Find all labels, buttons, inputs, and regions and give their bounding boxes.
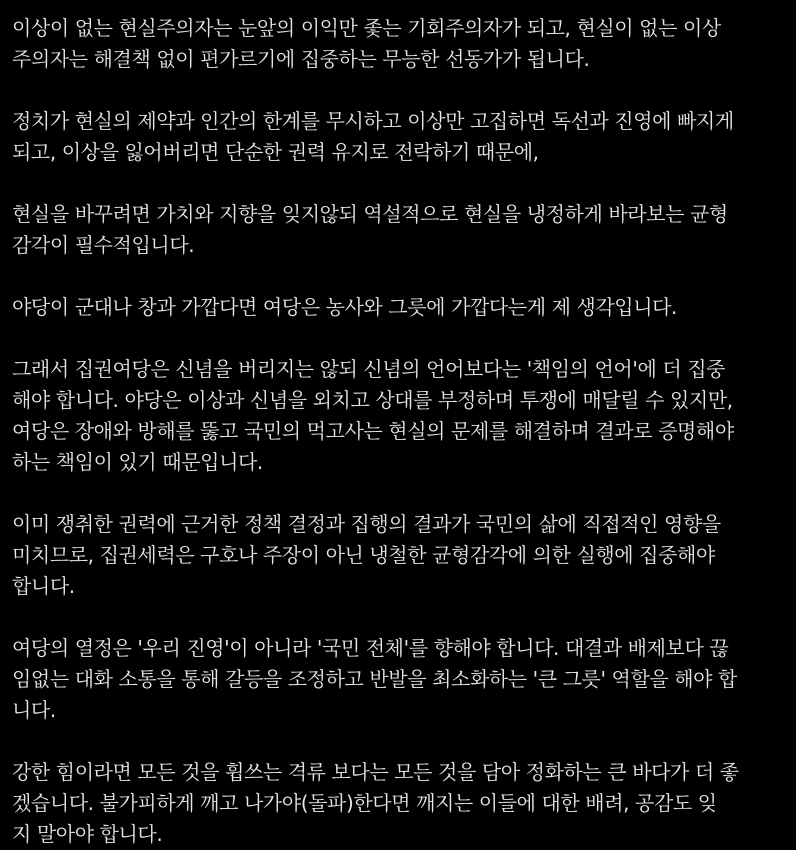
paragraph-7 <box>12 633 790 726</box>
text-line: 주의자는 해결책 없이 편가르기에 집중하는 무능한 선동가가 됩니다. <box>12 47 590 71</box>
text-line: 야당이 군대나 창과 가깝다면 여당은 농사와 그릇에 가깝다는게 제 생각입니다. <box>12 295 678 319</box>
text-line: 하는 책임이 있기 때문입니다. <box>12 450 263 474</box>
text-line: 지 말아야 합니다. <box>12 822 163 846</box>
text-line: 해야 합니다. 야당은 이상과 신념을 외치고 상대를 부정하며 투쟁에 매달릴 수 있지만, <box>12 388 733 412</box>
text-line: 그래서 집권여당은 신념을 버리지는 않되 신념의 언어보다는 '책임의 언어'에 더 집중 <box>12 357 726 381</box>
text-line: 감각이 필수적입니다. <box>12 233 195 257</box>
text-line: 여당은 장애와 방해를 뚫고 국민의 먹고사는 현실의 문제를 해결하며 결과로 증명해야 <box>12 419 734 443</box>
paragraph-8 <box>12 757 790 850</box>
text-line: 되고, 이상을 잃어버리면 단순한 권력 유지로 전락하기 때문에, <box>12 140 539 164</box>
paragraph-4 <box>12 292 790 323</box>
document-body <box>12 13 790 850</box>
text-line: 합니다. <box>12 574 75 598</box>
text-line: 임없는 대화 소통을 통해 갈등을 조정하고 반발을 최소화하는 '큰 그릇' 역할을 해야 합 <box>12 667 737 691</box>
paragraph-5 <box>12 354 790 478</box>
text-line: 이미 쟁취한 권력에 근거한 정책 결정과 집행의 결과가 국민의 삶에 직접적인 영향을 <box>12 512 721 536</box>
text-line: 강한 힘이라면 모든 것을 휩쓰는 격류 보다는 모든 것을 담아 정화하는 큰 바다가 더 좋 <box>12 760 739 784</box>
text-line: 정치가 현실의 제약과 인간의 한계를 무시하고 이상만 고집하면 독선과 진영에 빠지게 <box>12 109 734 133</box>
text-line: 현실을 바꾸려면 가치와 지향을 잊지않되 역설적으로 현실을 냉정하게 바라보는 균형 <box>12 202 728 226</box>
text-line: 미치므로, 집권세력은 구호나 주장이 아닌 냉철한 균형감각에 의한 실행에 집중해야 <box>12 543 715 567</box>
text-line: 니다. <box>12 698 56 722</box>
paragraph-1 <box>12 13 790 75</box>
paragraph-3 <box>12 199 790 261</box>
paragraph-6 <box>12 509 790 602</box>
text-line: 이상이 없는 현실주의자는 눈앞의 이익만 좇는 기회주의자가 되고, 현실이 없는 이상 <box>12 16 721 40</box>
text-line: 겠습니다. 불가피하게 깨고 나가야(돌파)한다면 깨지는 이들에 대한 배려, 공감도 잊 <box>12 791 717 815</box>
paragraph-2 <box>12 106 790 168</box>
text-line: 여당의 열정은 '우리 진영'이 아니라 '국민 전체'를 향해야 합니다. 대결과 배제보다 끊 <box>12 636 729 660</box>
